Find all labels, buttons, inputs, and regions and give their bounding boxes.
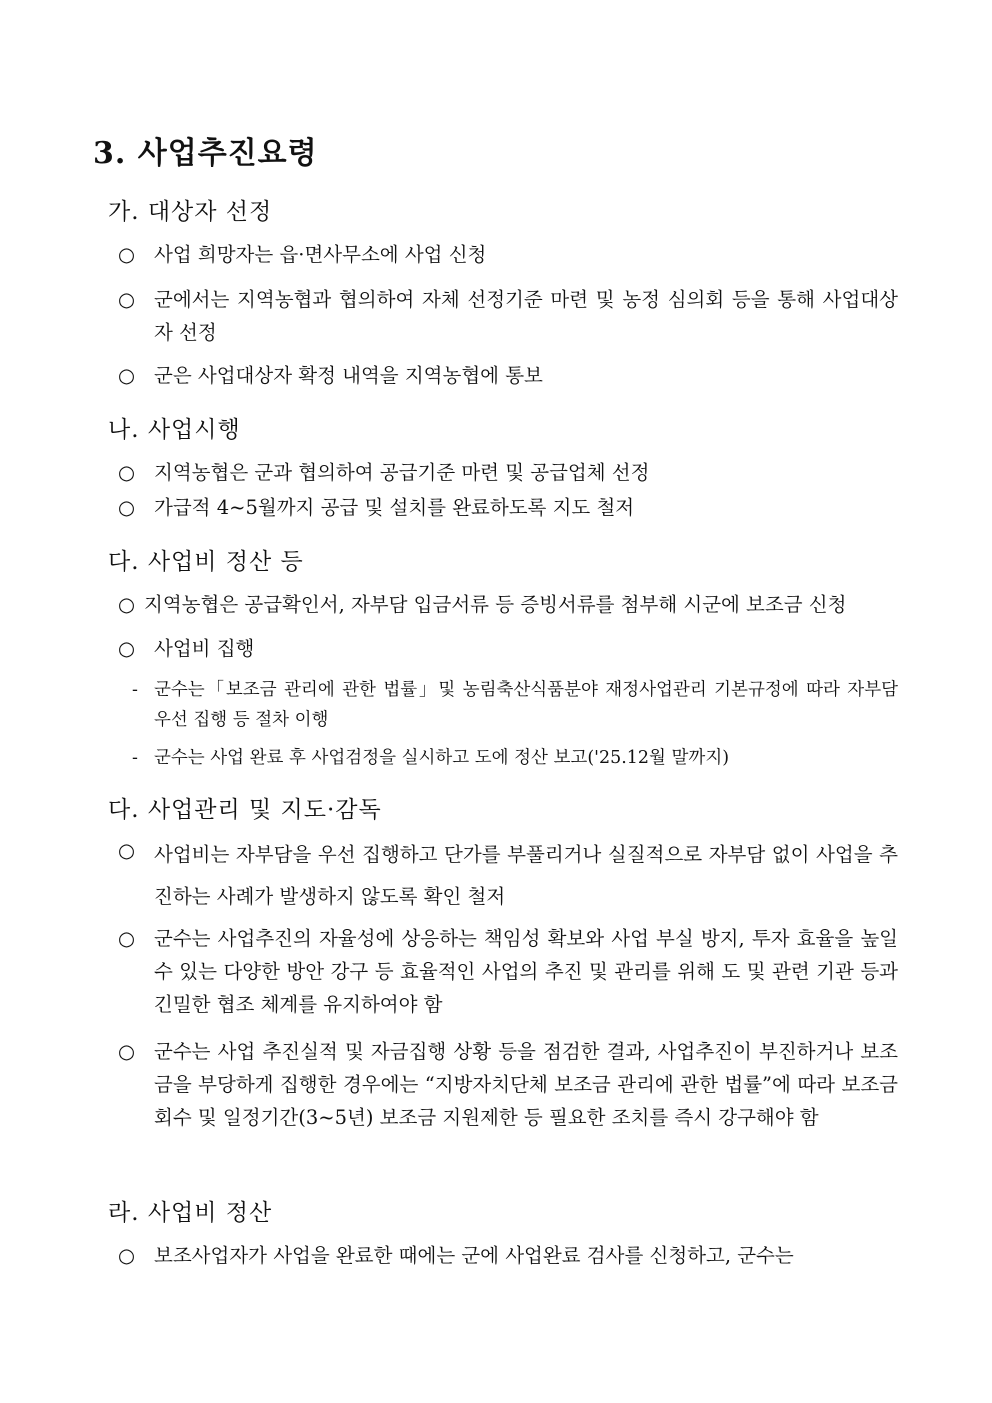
bullet-circle: ○ — [118, 243, 136, 266]
list-item: ○ 가급적 4~5월까지 공급 및 설치를 완료하도록 지도 철저 — [118, 491, 898, 524]
heading-settlement: 다. 사업비 정산 등 — [108, 549, 304, 575]
list-item: ○ 사업비 집행 — [118, 632, 898, 665]
list-item: ○ 지역농협은 군과 협의하여 공급기준 마련 및 공급업체 선정 — [118, 456, 898, 489]
heading-execution: 나. 사업시행 — [108, 417, 241, 443]
bullet-dash: - — [132, 748, 138, 768]
bullet-circle: ○ — [118, 593, 136, 616]
bullet-circle: ○ — [118, 927, 136, 950]
sub-list-item: - 군수는「보조금 관리에 관한 법률」및 농림축산식품분야 재정사업관리 기본규정에 따라 자부담 우선 집행 등 절차 이행 — [132, 675, 898, 735]
list-item: ○ 군수는 사업 추진실적 및 자금집행 상황 등을 점검한 결과, 사업추진이 부진하거나 보조금을 부당하게 집행한 경우에는 “지방자치단체 보조금 관리에 관한 법률”에 따라 보조금 회수 및 일정기간(3~5년) 보조금 지원제한 등 필요한 조치를 즉시 강구해야 함 — [118, 1035, 898, 1134]
list-item: ○ 군은 사업대상자 확정 내역을 지역농협에 통보 — [118, 359, 898, 392]
list-item: ○ 사업 희망자는 읍·면사무소에 사업 신청 — [118, 238, 898, 271]
bullet-circle: ○ — [118, 461, 136, 484]
bullet-circle: ○ — [118, 288, 136, 311]
bullet-circle: ○ — [118, 1244, 136, 1267]
bullet-circle: ○ — [118, 364, 136, 387]
list-item: ○ 보조사업자가 사업을 완료한 때에는 군에 사업완료 검사를 신청하고, 군수는 — [118, 1239, 898, 1272]
heading-final-settlement: 라. 사업비 정산 — [108, 1200, 273, 1226]
bullet-dash: - — [132, 680, 138, 700]
heading-selection: 가. 대상자 선정 — [108, 199, 273, 225]
bullet-circle: ○ — [118, 1040, 136, 1063]
bullet-circle: ○ — [118, 637, 136, 660]
list-item: ○ 군에서는 지역농협과 협의하여 자체 선정기준 마련 및 농정 심의회 등을 통해 사업대상자 선정 — [118, 283, 898, 349]
sub-list-item: - 군수는 사업 완료 후 사업검정을 실시하고 도에 정산 보고('25.12월 말까지) — [132, 743, 898, 773]
bullet-circle: ○ — [118, 496, 136, 519]
bullet-circle: ○ — [118, 839, 136, 862]
section-title: 3. 사업추진요령 — [93, 136, 318, 171]
list-item: ○ 지역농협은 공급확인서, 자부담 입금서류 등 증빙서류를 첨부해 시군에 보조금 신청 — [118, 588, 898, 621]
list-item: ○ 사업비는 자부담을 우선 집행하고 단가를 부풀리거나 실질적으로 자부담 없이 사업을 추진하는 사례가 발생하지 않도록 확인 철저 — [118, 834, 898, 918]
list-item: ○ 군수는 사업추진의 자율성에 상응하는 책임성 확보와 사업 부실 방지, 투자 효율을 높일 수 있는 다양한 방안 강구 등 효율적인 사업의 추진 및 관리를 위해 도 및 관련 기관 등과 긴밀한 협조 체계를 유지하여야 함 — [118, 922, 898, 1021]
heading-management: 다. 사업관리 및 지도·감독 — [108, 797, 382, 823]
